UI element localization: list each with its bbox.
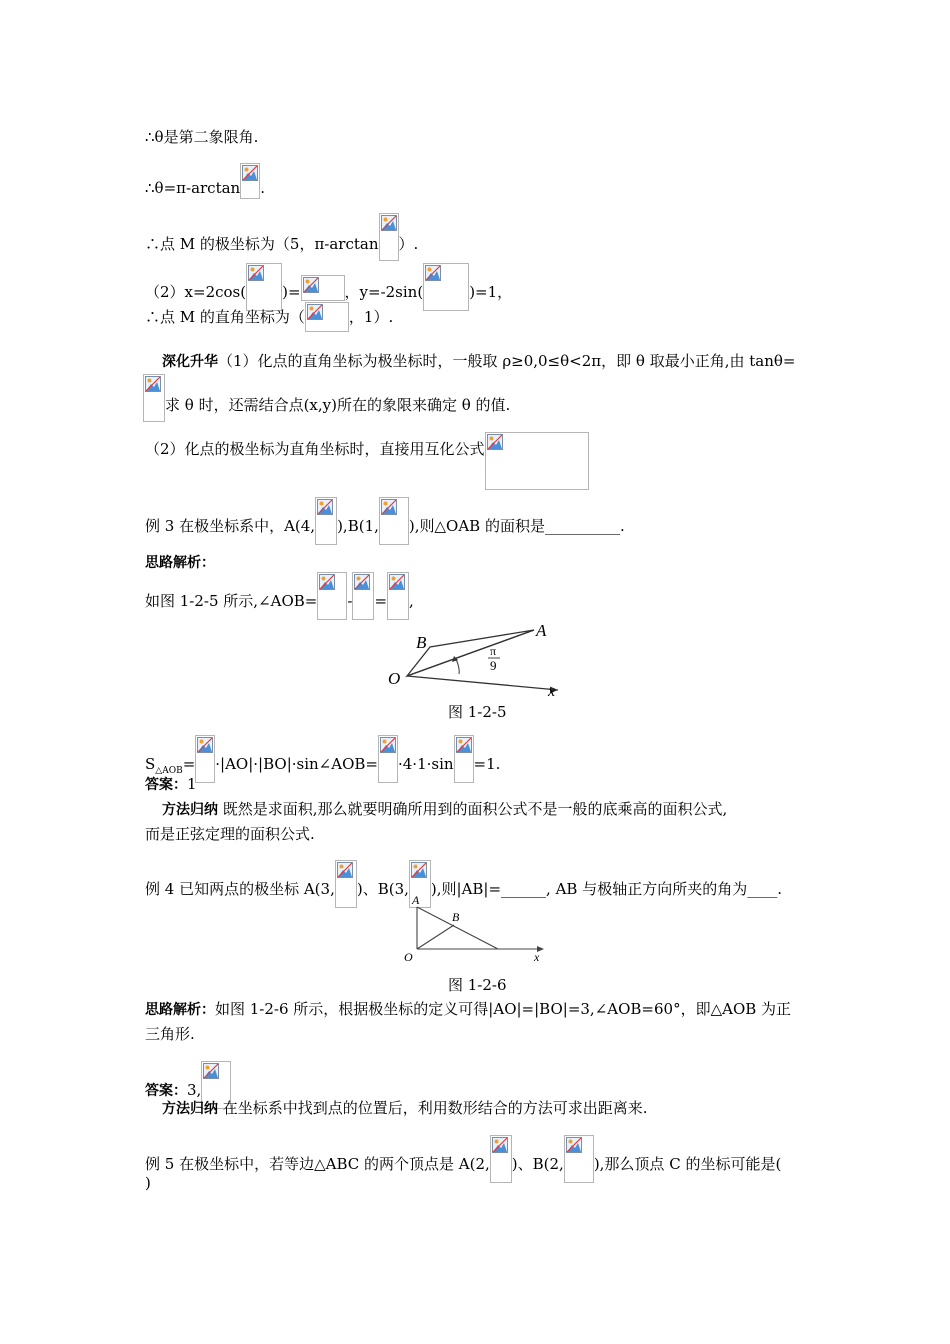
broken-image-icon <box>389 574 405 590</box>
broken-image-icon <box>456 737 472 753</box>
label-o: O <box>404 950 413 964</box>
text-line-20: 方法归纳 在坐标系中找到点的位置后，利用数形结合的方法可求出距离来. <box>162 1099 648 1117</box>
formula-image <box>317 572 347 620</box>
text-line-1: ∴θ是第二象限角. <box>145 128 259 146</box>
label-pi: π <box>490 644 497 658</box>
formula-image <box>485 432 589 490</box>
broken-image-icon <box>242 165 258 181</box>
label-x: x <box>548 683 556 700</box>
formula-image <box>305 302 349 332</box>
text-line-2: ∴θ=π-arctan . <box>145 163 265 199</box>
label-o: O <box>388 669 401 688</box>
text-line-11: 如图 1-2-5 所示,∠AOB= - = , <box>145 572 414 620</box>
figure-1-2-6 <box>400 893 550 965</box>
formula-image <box>301 275 345 301</box>
text-line-9: 例 3 在极坐标系中，A(4, ),B(1, ),则△OAB 的面积是__________. <box>145 497 625 545</box>
figure-caption-1-2-5: 图 1-2-5 <box>448 703 507 721</box>
broken-image-icon <box>145 376 161 392</box>
broken-image-icon <box>492 1137 508 1153</box>
broken-image-icon <box>411 862 427 878</box>
text-line-12: $S_{\triangle AOB}=$ ·|AO|·|BO|·sin∠AOB= ·4·1·sin =1. <box>145 735 500 783</box>
label-x: x <box>534 950 540 964</box>
broken-image-icon <box>197 737 213 753</box>
broken-image-icon <box>203 1063 219 1079</box>
broken-image-icon <box>307 304 323 320</box>
formula-image <box>423 263 469 311</box>
text-line-17: 思路解析：如图 1-2-6 所示，根据极坐标的定义可得|AO|=|BO|=3,∠AOB=60°，即△AOB 为正 <box>145 1000 792 1018</box>
label-a: A <box>412 893 420 907</box>
broken-image-icon <box>303 277 319 293</box>
text-line-14: 方法归纳 既然是求面积,那么就要明确所用到的面积公式不是一般的底乘高的面积公式, <box>162 800 728 818</box>
label-a: A <box>536 621 547 640</box>
text-line-21: 例 5 在极坐标中，若等边△ABC 的两个顶点是 A(2, )、B(2, ),那么顶点 C 的坐标可能是( <box>145 1135 781 1183</box>
broken-image-icon <box>425 265 441 281</box>
label-b: B <box>452 910 460 924</box>
text-line-18: 三角形. <box>145 1025 195 1043</box>
formula-image <box>387 572 409 620</box>
broken-image-icon <box>248 265 264 281</box>
broken-image-icon <box>319 574 335 590</box>
text-line-13: 答案：1 <box>145 775 197 793</box>
formula-image <box>490 1135 512 1183</box>
text-line-7: 求 θ 时，还需结合点(x,y)所在的象限来确定 θ 的值. <box>143 374 510 422</box>
figure-1-2-5 <box>380 618 580 700</box>
formula-image <box>352 572 374 620</box>
text-line-22: ) <box>145 1174 151 1192</box>
formula-image <box>335 860 357 908</box>
formula-image <box>564 1135 594 1183</box>
formula-image <box>454 735 474 783</box>
formula-image <box>379 497 409 545</box>
polar-axis <box>407 676 558 690</box>
text-line-4: （2）x=2cos( )= ，y=-2sin( )=1， <box>145 263 512 311</box>
broken-image-icon <box>381 215 397 231</box>
formula-image <box>240 163 260 199</box>
broken-image-icon <box>566 1137 582 1153</box>
label-nine: 9 <box>490 658 497 673</box>
angle-arc <box>456 659 459 674</box>
text-line-3: ∴点 M 的极坐标为（5，π-arctan ）. <box>145 213 418 261</box>
text-line-16: 例 4 已知两点的极坐标 A(3, )、B(3, ),则|AB|=______, AB 与极轴正方向所夹的角为____. <box>145 860 782 908</box>
broken-image-icon <box>487 434 503 450</box>
broken-image-icon <box>354 574 370 590</box>
broken-image-icon <box>317 499 333 515</box>
label-b: B <box>416 633 427 652</box>
broken-image-icon <box>380 737 396 753</box>
text-line-6: 深化升华（1）化点的直角坐标为极坐标时，一般取 ρ≥0,0≤θ<2π，即 θ 取最小正角,由 tanθ= <box>162 352 796 370</box>
segment-ob <box>417 925 454 949</box>
text-line-15: 而是正弦定理的面积公式. <box>145 825 315 843</box>
formula-image <box>195 735 215 783</box>
text-line-10: 思路解析： <box>145 555 215 571</box>
formula-image <box>315 497 337 545</box>
formula-image <box>378 735 398 783</box>
figure-caption-1-2-6: 图 1-2-6 <box>448 976 507 994</box>
text-line-5: ∴点 M 的直角坐标为（ ，1）. <box>145 302 393 332</box>
text-line-8: （2）化点的极坐标为直角坐标时，直接用互化公式 <box>145 432 589 490</box>
formula-image <box>379 213 399 261</box>
formula-image <box>143 374 165 422</box>
broken-image-icon <box>337 862 353 878</box>
broken-image-icon <box>381 499 397 515</box>
text-line-19: 答案：3, <box>145 1061 231 1109</box>
